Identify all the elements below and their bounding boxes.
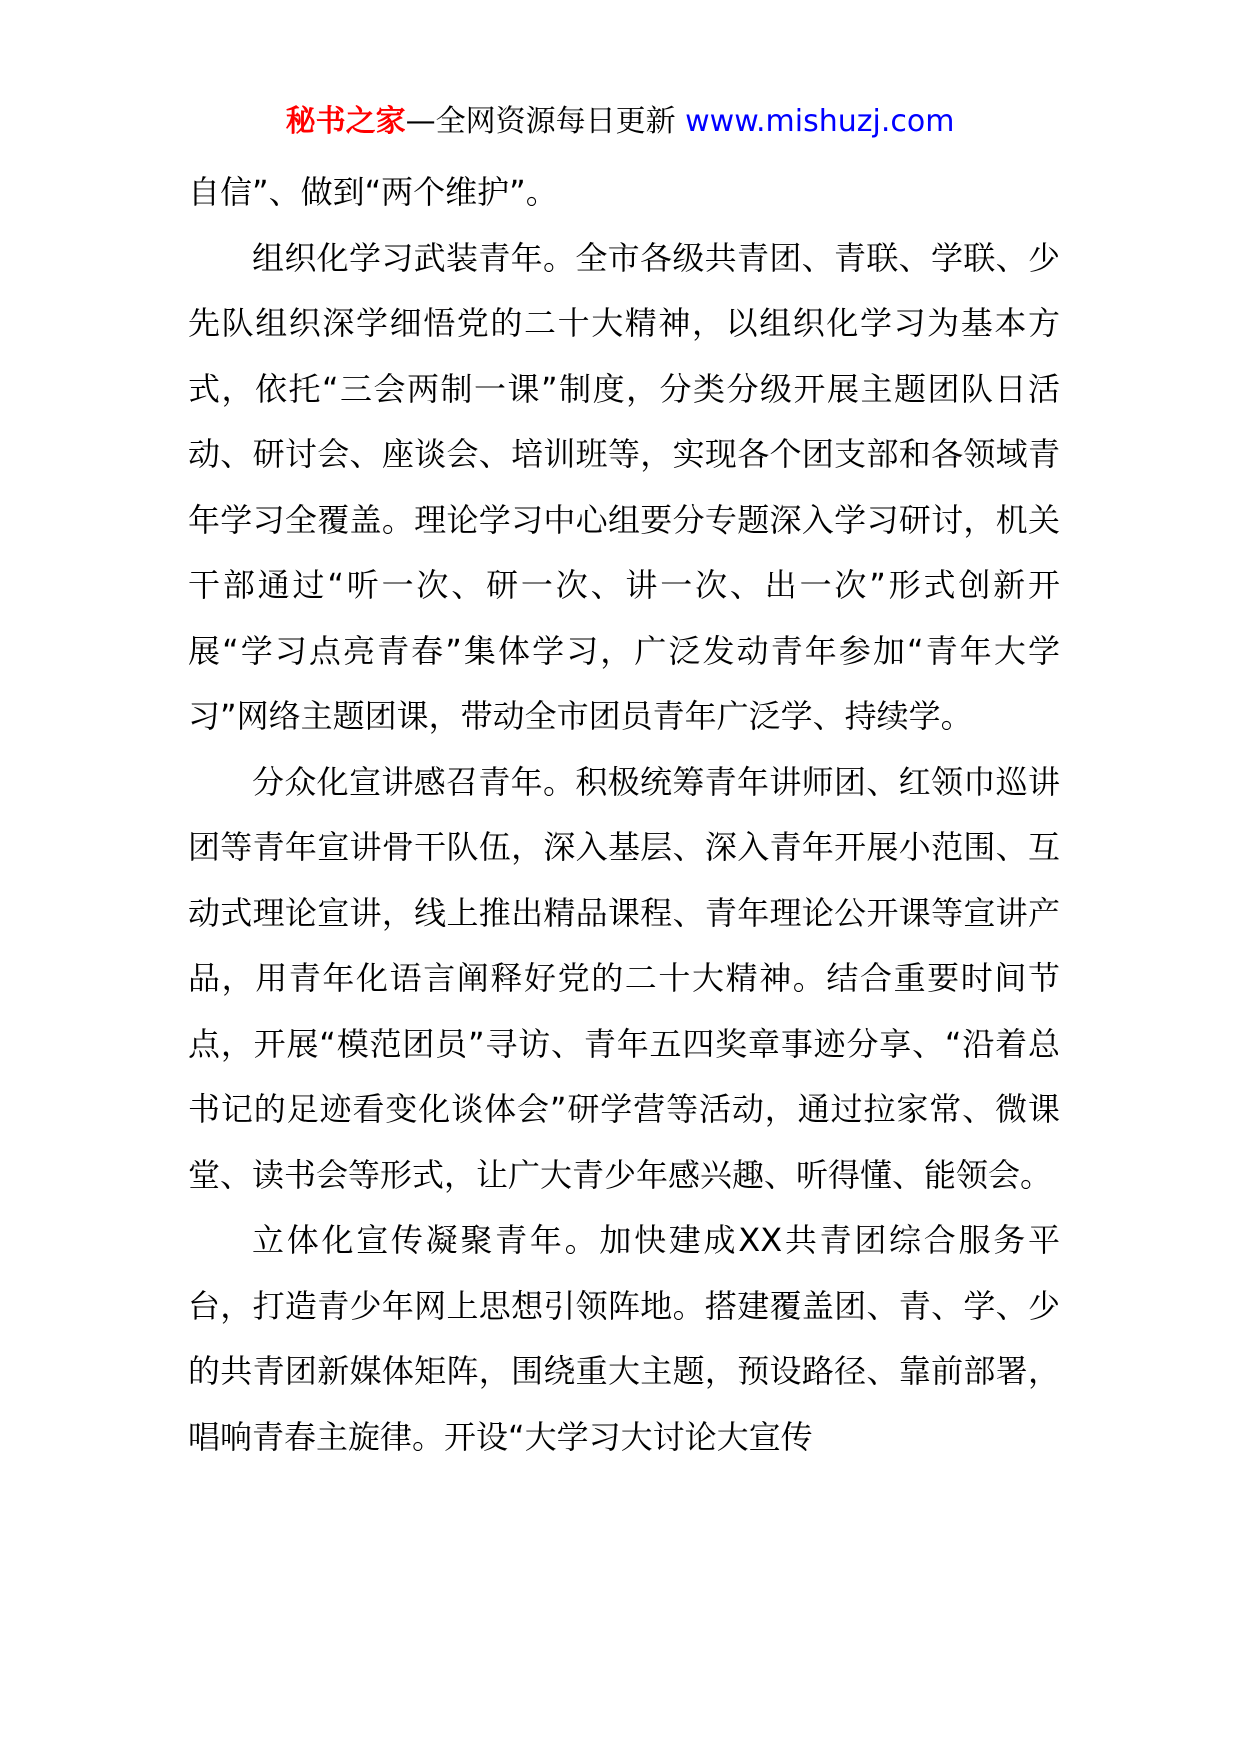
paragraph-multidimensional-publicity: 立体化宣传凝聚青年。加快建成XX共青团综合服务平台，打造青少年网上思想引领阵地。搭建覆盖团、青、学、少的共青团新媒体矩阵，围绕重大主题，预设路径、靠前部署，唱响青春主旋律。开设“大学习大讨论大宣传	[188, 1221, 1060, 1456]
header-brand: 秘书之家	[285, 104, 406, 139]
header-url-link[interactable]: www.mishuzj.com	[685, 104, 955, 139]
paragraph-continuation: 自信”、做到“两个维护”。	[188, 173, 558, 211]
page-header	[0, 100, 1240, 144]
paragraph-organized-study: 组织化学习武装青年。全市各级共青团、青联、学联、少先队组织深学细悟党的二十大精神，以组织化学习为基本方式，依托“三会两制一课”制度，分类分级开展主题团队日活动、研讨会、座谈会、培训班等，实现各个团支部和各领域青年学习全覆盖。理论学习中心组要分专题深入学习研讨，机关干部通过“听一次、研一次、讲一次、出一次”形式创新开展“学习点亮青春”集体学习，广泛发动青年参加“青年大学习”网络主题团课，带动全市团员青年广泛学、持续学。	[188, 238, 1060, 735]
paragraph-targeted-lectures: 分众化宣讲感召青年。积极统筹青年讲师团、红领巾巡讲团等青年宣讲骨干队伍，深入基层、深入青年开展小范围、互动式理论宣讲，线上推出精品课程、青年理论公开课等宣讲产品，用青年化语言阐释好党的二十大精神。结合重要时间节点，开展“模范团员”寻访、青年五四奖章事迹分享、“沿着总书记的足迹看变化谈体会”研学营等活动，通过拉家常、微课堂、读书会等形式，让广大青少年感兴趣、听得懂、能领会。	[188, 762, 1060, 1194]
header-tagline: —全网资源每日更新	[405, 104, 676, 139]
document-body	[188, 160, 1060, 1470]
